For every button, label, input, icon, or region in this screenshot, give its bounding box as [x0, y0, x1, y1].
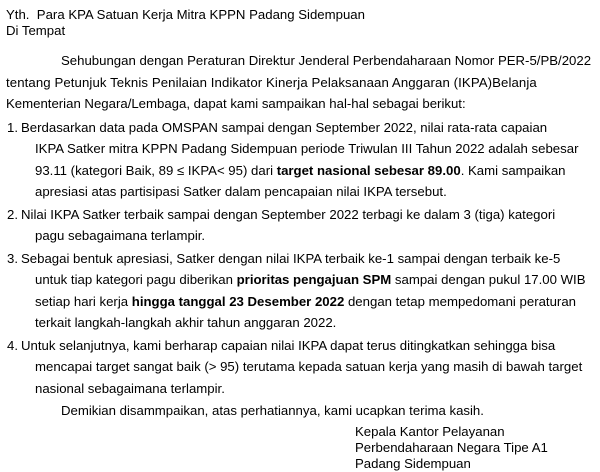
signature-line-2: Perbendaharaan Negara Tipe A1: [355, 440, 548, 455]
item-1-number: 1.: [7, 120, 18, 135]
intro-line-3: Kementerian Negara/Lembaga, dapat kami sampaikan hal-hal sebagai berikut:: [6, 96, 466, 111]
signature-line-3: Padang Sidempuan: [355, 456, 471, 471]
item-1-line-3-text-a: 93.11 (kategori Baik, 89 ≤ IKPA< 95) dari: [35, 163, 277, 178]
item-3-spm-priority: prioritas pengajuan SPM: [236, 272, 392, 287]
item-3-line-1: Sebagai bentuk apresiasi, Satker dengan nilai IKPA terbaik ke-1 sampai dengan terbaik ke-5: [21, 251, 561, 266]
item-3-line-3-text-c: dengan tetap mempedomani peraturan: [344, 294, 576, 309]
signature-line-1: Kepala Kantor Pelayanan: [355, 424, 505, 439]
item-4-line-1: Untuk selanjutnya, kami berharap capaian nilai IKPA dapat terus ditingkatkan sehingga bisa: [21, 338, 556, 353]
item-3-line-3-text-a: setiap hari kerja: [35, 294, 132, 309]
item-1-line-2: IKPA Satker mitra KPPN Padang Sidempuan periode Triwulan III Tahun 2022 adalah sebesar: [35, 141, 579, 156]
item-2-line-2: pagu sebagaimana terlampir.: [35, 228, 206, 243]
item-3-line-4: terkait langkah-langkah akhir tahun anggaran 2022.: [35, 315, 337, 330]
item-1-national-target: target nasional sebesar 89.00: [276, 163, 461, 178]
item-1-line-3: [35, 162, 566, 179]
item-4-line-2: mencapai target sangat baik (> 95) terutama kepada satuan kerja yang masih di bawah target: [35, 359, 583, 374]
closing-text: Demikian disammpaikan, atas perhatiannya, kami ucapkan terima kasih.: [61, 403, 484, 418]
intro-line-1: Sehubungan dengan Peraturan Direktur Jenderal Perbendaharaan Nomor PER-5/PB/2022: [61, 53, 592, 68]
place: Di Tempat: [6, 23, 66, 38]
item-4-number: 4.: [7, 338, 18, 353]
item-3-line-2-text-c: sampai dengan pukul 17.00 WIB: [391, 272, 586, 287]
intro-line-2: tentang Petunjuk Teknis Penilaian Indikator Kinerja Pelaksanaan Anggaran (IKPA)Belanja: [6, 75, 537, 90]
item-3-line-3: [35, 293, 576, 310]
item-3-line-2-text-a: untuk tiap kategori pagu diberikan: [35, 272, 237, 287]
item-3-number: 3.: [7, 251, 18, 266]
salutation-yth: Yth.: [6, 7, 30, 22]
recipient: Para KPA Satuan Kerja Mitra KPPN Padang Sidempuan: [36, 7, 365, 22]
item-1-line-1: Berdasarkan data pada OMSPAN sampai dengan September 2022, nilai rata-rata capaian: [21, 120, 548, 135]
item-2-line-1: Nilai IKPA Satker terbaik sampai dengan September 2022 terbagi ke dalam 3 (tiga) kategori: [21, 207, 556, 222]
item-3-deadline: hingga tanggal 23 Desember 2022: [131, 294, 345, 309]
salutation-line: [6, 6, 365, 23]
item-3-line-2: [35, 271, 586, 288]
item-1-line-3-text-c: . Kami sampaikan: [460, 163, 566, 178]
item-1-line-4: apresiasi atas partisipasi Satker dalam pencapaian nilai IKPA tersebut.: [35, 184, 447, 199]
item-4-line-3: nasional sebagaimana terlampir.: [35, 381, 225, 396]
item-2-number: 2.: [7, 207, 18, 222]
